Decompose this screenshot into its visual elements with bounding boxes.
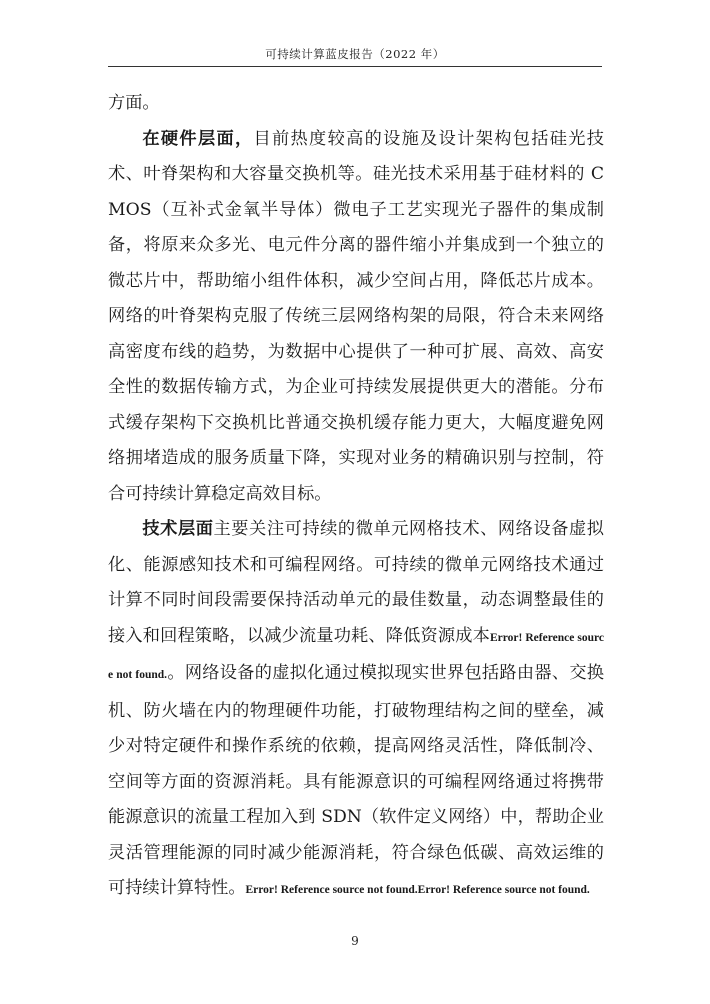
running-header: 可持续计算蓝皮报告（2022 年） <box>265 47 445 61</box>
reference-error-1: Error! Reference source not found. <box>108 631 604 681</box>
reference-error-2: Error! Reference source not found.Error! Reference source not found. <box>245 884 590 896</box>
paragraph-text-technology-part-1: 主要关注可持续的微单元网格技术、网络设备虚拟化、能源感知技术和可编程网络。可持续的微单元网络技术通过计算不同时间段需要保持活动单元的最佳数量，动态调整最佳的接入和回程策略，以减少流量功耗、降低资源成本 <box>108 519 604 646</box>
paragraph-lead-hardware: 在硬件层面， <box>142 128 254 149</box>
paragraph-text-technology-part-2: 。网络设备的虚拟化通过模拟现实世界包括路由器、交换机、防火墙在内的物理硬件功能，打破物理结构之间的壁垒，减少对特定硬件和操作系统的依赖，提高网络灵活性，降低制冷、空间等方面的资源消耗。具有能源意识的可编程网络通过将携带能源意识的流量工程加入到 SDN（软件定义网络）中，帮助企业灵活管理能源的同时减少能源消耗，符合绿色低碳、高效运维的可持续计算特性。 <box>108 663 604 898</box>
body-text <box>108 86 604 909</box>
paragraph-technology <box>108 512 604 909</box>
paragraph-lead-technology: 技术层面 <box>142 519 214 539</box>
page-number: 9 <box>351 934 359 948</box>
paragraph-text-hardware: 目前热度较高的设施及设计架构包括硅光技术、叶脊架构和大容量交换机等。硅光技术采用基于硅材料的 CMOS（互补式金氧半导体）微电子工艺实现光子器件的集成制备，将原来众多光、电元件分离的器件缩小并集成到一个独立的微芯片中，帮助缩小组件体积，减少空间占用，降低芯片成本。网络的叶脊架构克服了传统三层网络构架的局限，符合未来网络高密度布线的趋势，为数据中心提供了一种可扩展、高效、高安全性的数据传输方式，为企业可持续发展提供更大的潜能。分布式缓存架构下交换机比普通交换机缓存能力更大，大幅度避免网络拥堵造成的服务质量下降，实现对业务的精确识别与控制，符合可持续计算稳定高效目标。 <box>108 128 604 504</box>
paragraph-continuation: 方面。 <box>108 93 160 113</box>
header-rule <box>108 66 602 67</box>
paragraph-hardware <box>108 122 604 513</box>
